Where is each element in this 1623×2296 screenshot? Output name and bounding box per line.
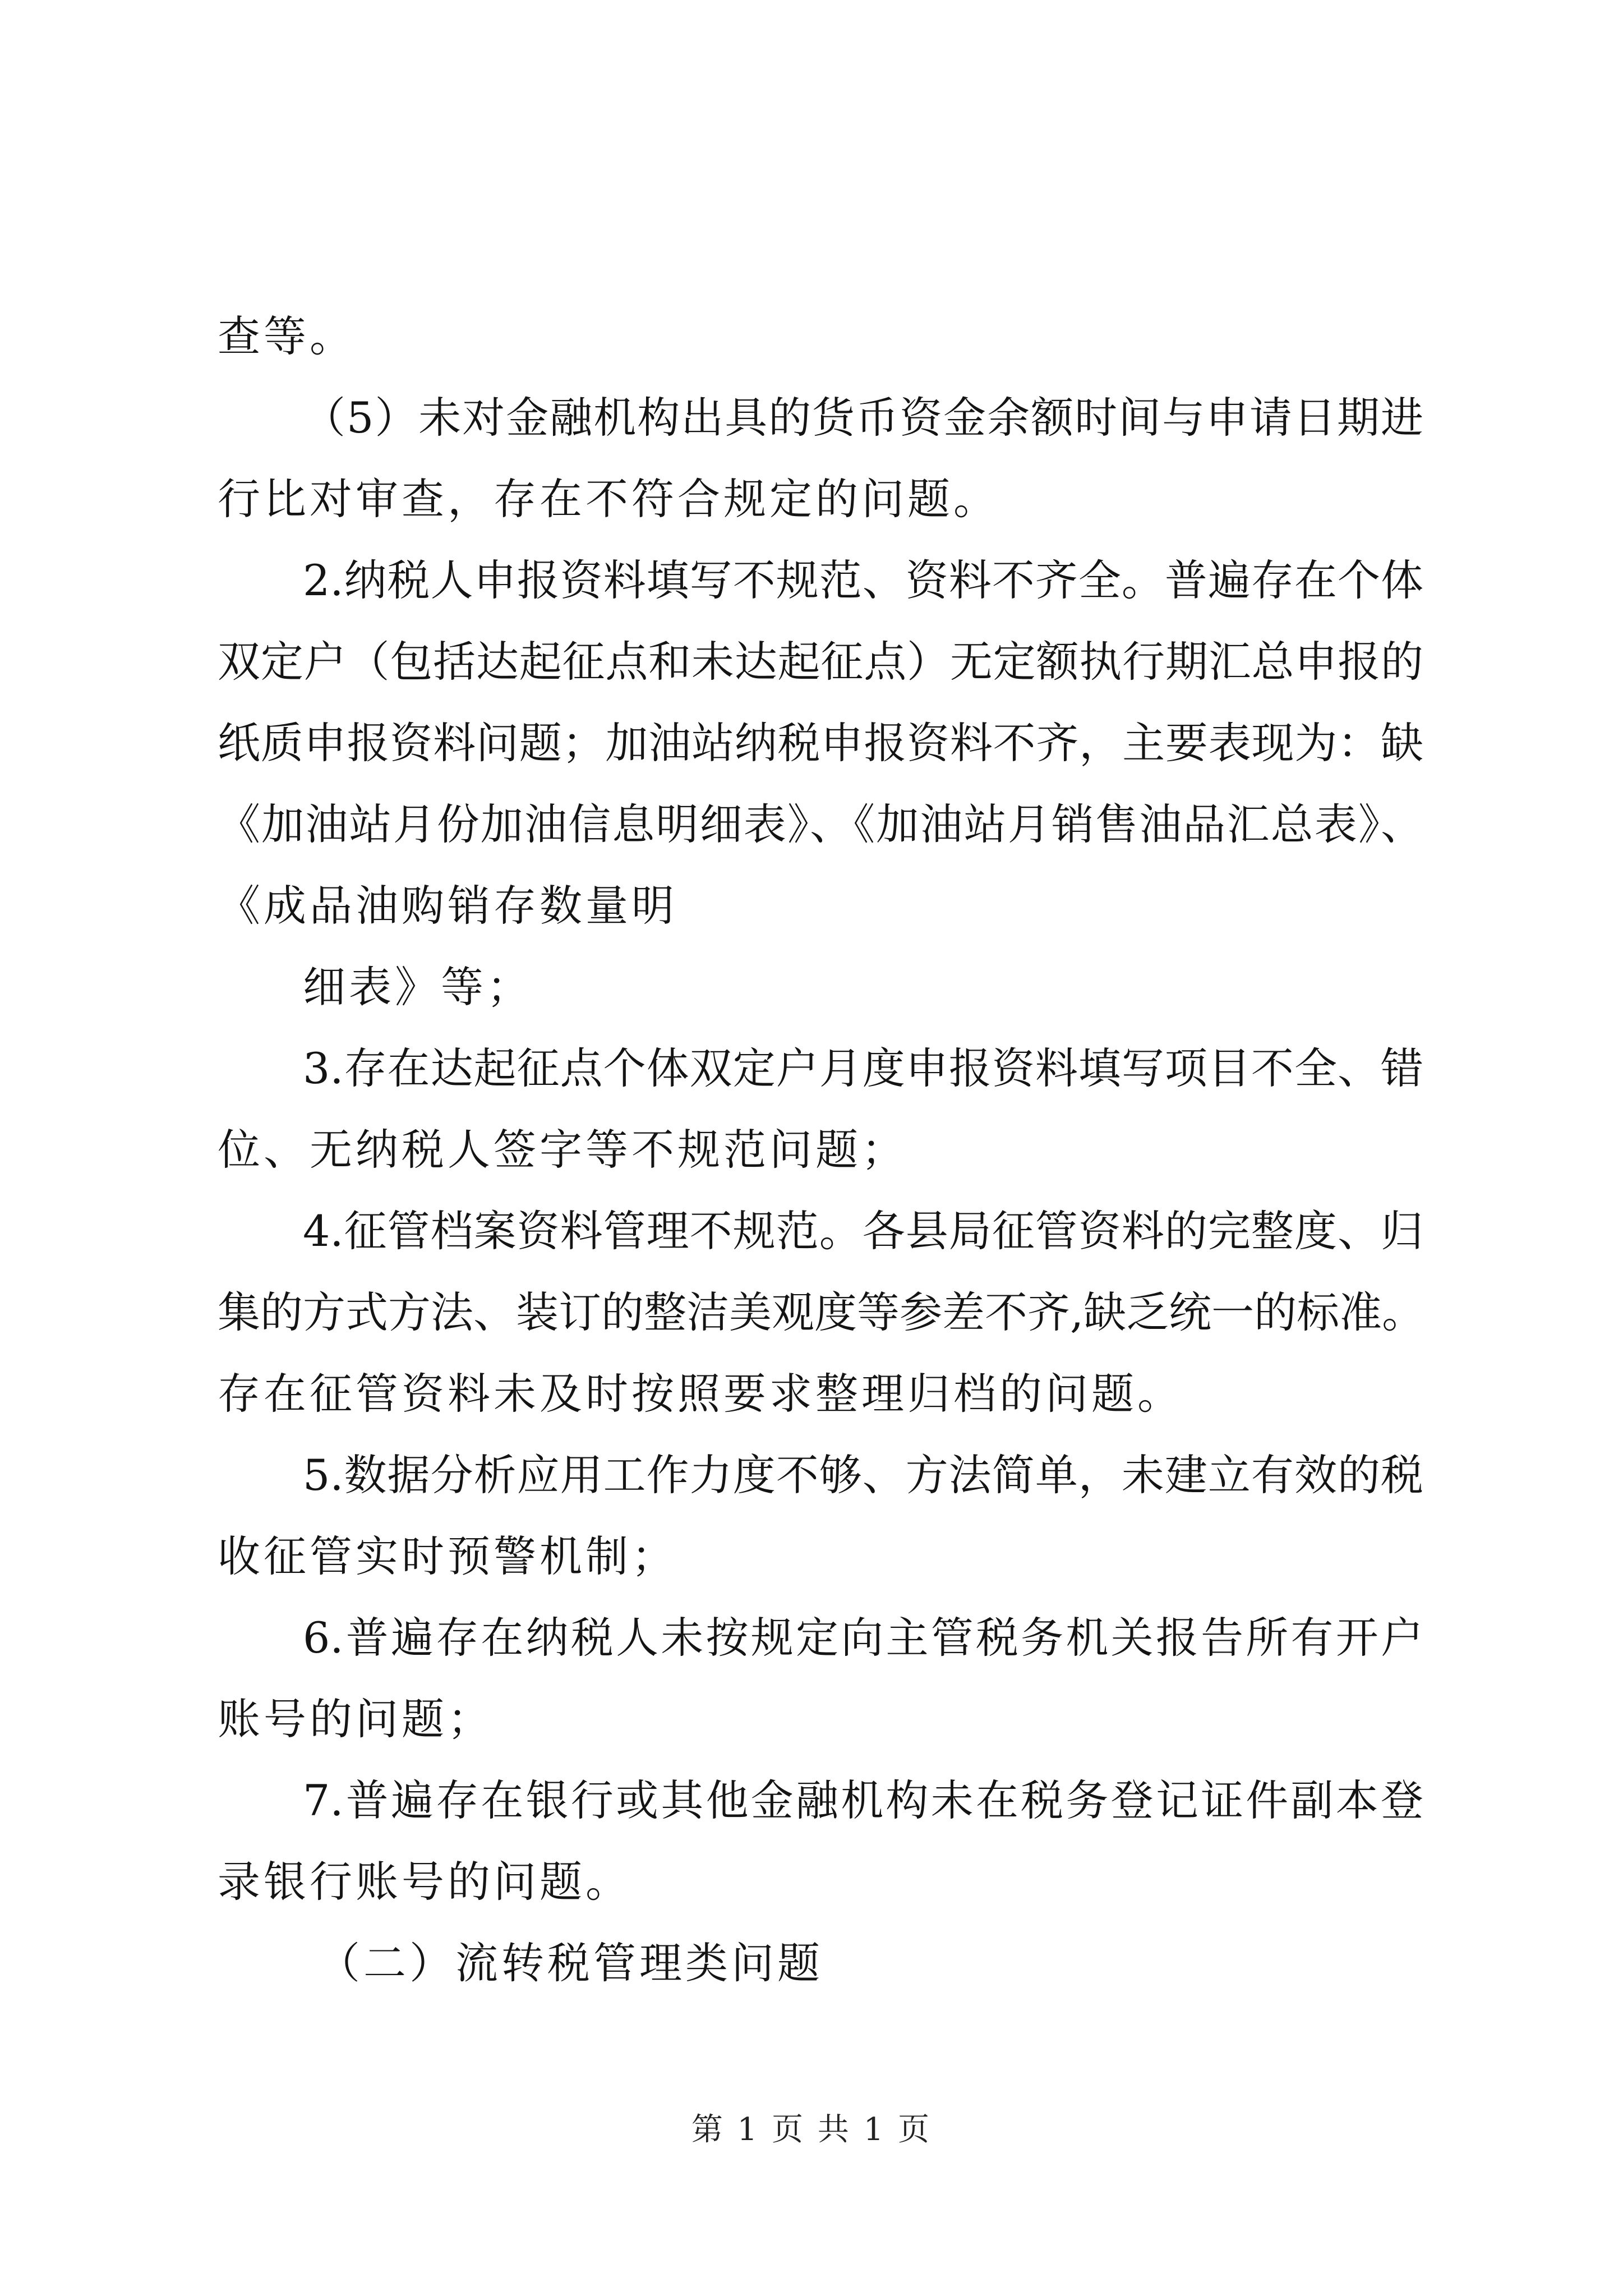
text-line: 6.普遍存在纳税人未按规定向主管税务机关报告所有开户 [303,1613,1423,1663]
text-line: 4.征管档案资料管理不规范。各县局征管资料的完整度、归 [303,1206,1423,1256]
text-line: 集的方式方法、装订的整洁美观度等参差不齐,缺乏统一的标准。 [218,1287,1425,1337]
text-line: 存在征管资料未及时按照要求整理归档的问题。 [218,1369,1183,1419]
text-line: （5）未对金融机构出具的货币资金余额时间与申请日期进 [303,393,1423,443]
text-line: 账号的问题； [218,1694,494,1744]
section-heading: （二）流转税管理类问题 [317,1938,823,1988]
text-line: 查等。 [218,311,356,361]
text-line: 《成品油购销存数量明 [218,881,677,931]
text-line: 2.纳税人申报资料填写不规范、资料不齐全。普遍存在个体 [303,555,1423,605]
text-line: 收征管实时预警机制； [218,1531,677,1581]
text-line: 双定户（包括达起征点和未达起征点）无定额执行期汇总申报的 [218,637,1423,687]
text-line: 《加油站月份加油信息明细表》、《加油站月销售油品汇总表》、 [218,799,1423,849]
text-line: 7.普遍存在银行或其他金融机构未在税务登记证件副本登 [303,1775,1423,1825]
text-line: 位、无纳税人签字等不规范问题； [218,1125,907,1175]
text-line: 5.数据分析应用工作力度不够、方法简单，未建立有效的税 [303,1450,1423,1500]
text-line: 录银行账号的问题。 [218,1857,631,1907]
text-line: 细表》等； [303,962,533,1012]
text-line: 纸质申报资料问题；加油站纳税申报资料不齐，主要表现为：缺 [218,718,1423,768]
text-line: 行比对审查，存在不符合规定的问题。 [218,474,999,524]
text-line: 3.存在达起征点个体双定户月度申报资料填写项目不全、错 [303,1043,1423,1093]
page-number-footer: 第 1 页 共 1 页 [691,2111,932,2148]
